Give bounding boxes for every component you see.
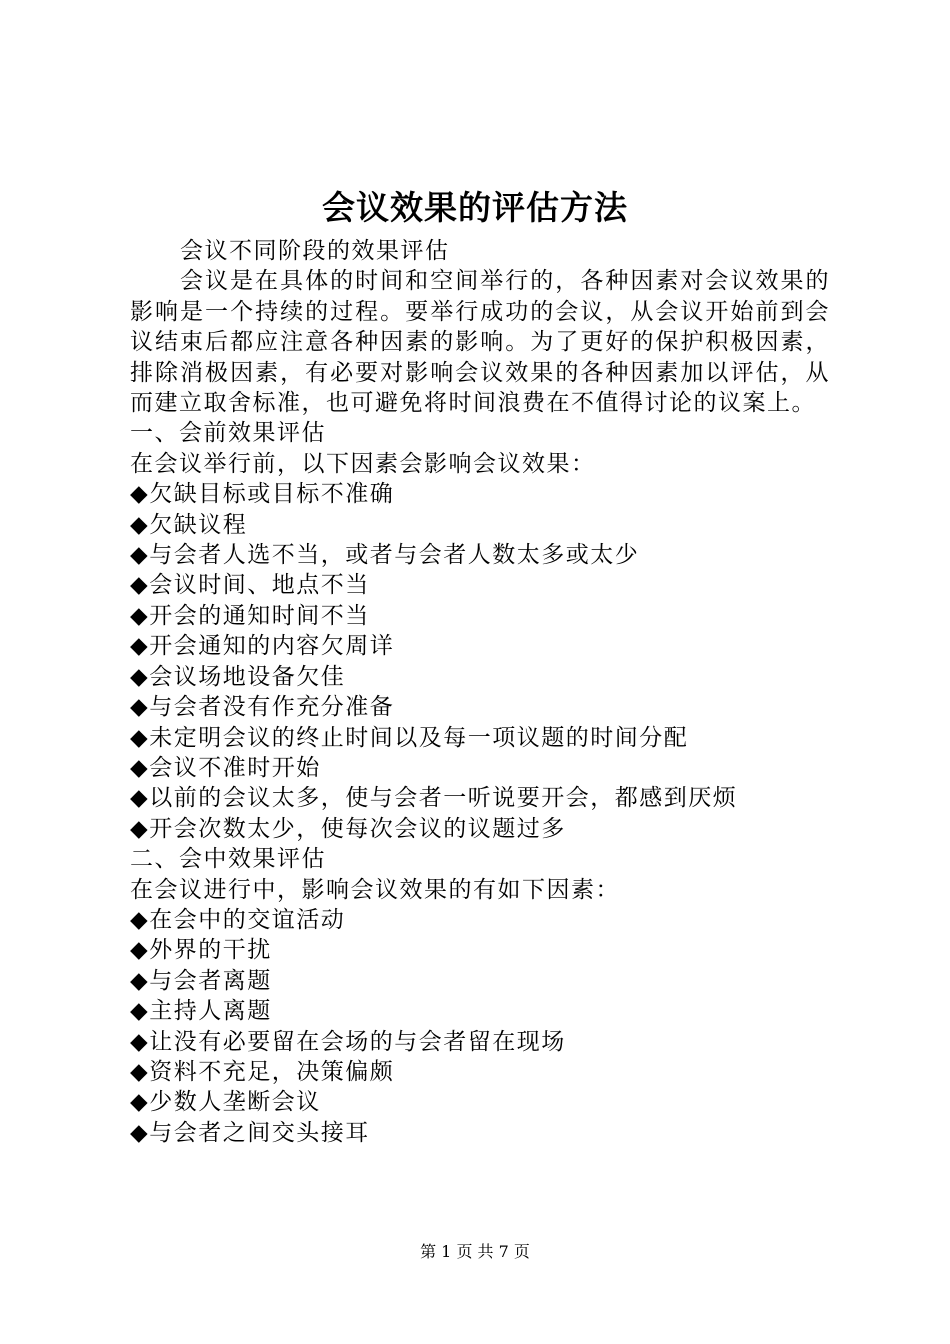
list-item: ◆与会者离题 [130, 967, 272, 994]
document-title: 会议效果的评估方法 [322, 188, 628, 227]
list-item: ◆会议时间、地点不当 [130, 572, 370, 599]
list-item: ◆未定明会议的终止时间以及每一项议题的时间分配 [130, 724, 689, 751]
section-heading: 二、会中效果评估 [130, 846, 326, 873]
document-body [130, 236, 830, 1148]
list-item: ◆资料不充足，决策偏颇 [130, 1058, 395, 1085]
section-heading: 一、会前效果评估 [130, 420, 326, 447]
list-item: ◆外界的干扰 [130, 937, 272, 964]
list-item: ◆欠缺目标或目标不准确 [130, 481, 395, 508]
list-item: ◆与会者之间交头接耳 [130, 1119, 370, 1146]
subtitle: 会议不同阶段的效果评估 [180, 238, 450, 264]
list-item: ◆开会通知的内容欠周详 [130, 633, 395, 660]
list-item: ◆在会中的交谊活动 [130, 906, 346, 933]
list-item: ◆会议不准时开始 [130, 754, 321, 781]
list-item: ◆以前的会议太多，使与会者一听说要开会，都感到厌烦 [130, 785, 738, 812]
list-item: ◆欠缺议程 [130, 511, 248, 538]
page-number-footer: 第 1 页 共 7 页 [420, 1242, 530, 1261]
list-item: ◆主持人离题 [130, 998, 272, 1025]
list-item: ◆开会的通知时间不当 [130, 602, 370, 629]
section-lead: 在会议进行中，影响会议效果的有如下因素： [130, 876, 620, 903]
list-item: ◆少数人垄断会议 [130, 1089, 321, 1116]
intro-paragraph: 会议是在具体的时间和空间举行的，各种因素对会议效果的影响是一个持续的过程。要举行成功的会议，从会议开始前到会议结束后都应注意各种因素的影响。为了更好的保护积极因素，排除消极因素，有必要对影响会议效果的各种因素加以评估，从而建立取舍标准，也可避免将时间浪费在不值得讨论的议案上。 [130, 268, 830, 417]
list-item: ◆会议场地设备欠佳 [130, 663, 346, 690]
section-lead: 在会议举行前，以下因素会影响会议效果： [130, 450, 596, 477]
list-item: ◆让没有必要留在会场的与会者留在现场 [130, 1028, 566, 1055]
list-item: ◆开会次数太少，使每次会议的议题过多 [130, 815, 566, 842]
list-item: ◆与会者没有作充分准备 [130, 694, 395, 721]
list-item: ◆与会者人选不当，或者与会者人数太多或太少 [130, 542, 640, 569]
